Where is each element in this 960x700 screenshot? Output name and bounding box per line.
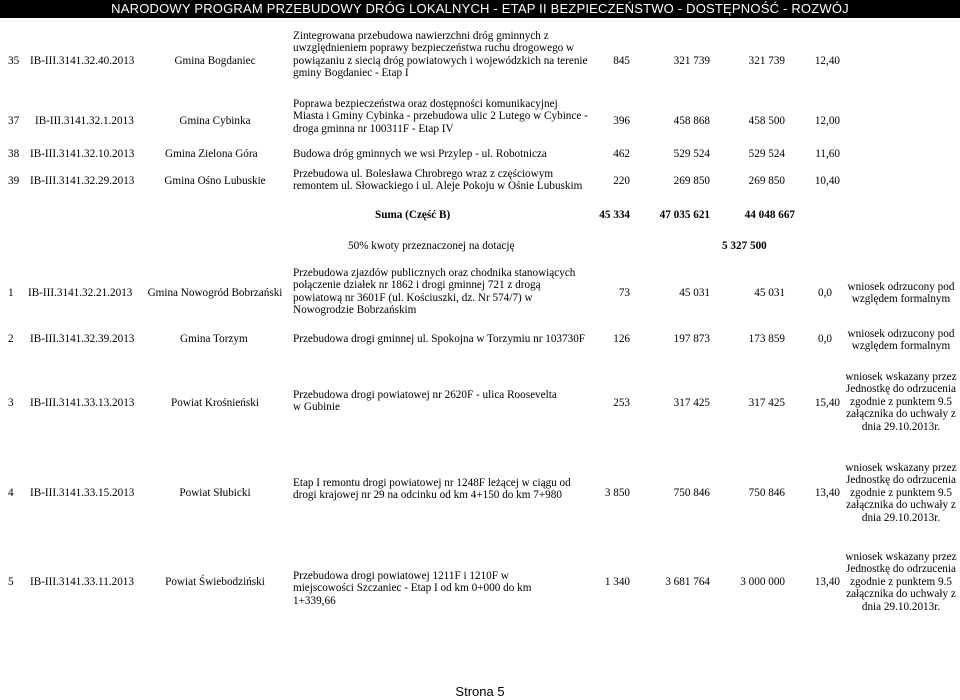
document-header-title: NARODOWY PROGRAM PRZEBUDOWY DRÓG LOKALNYCH - ETAP II BEZPIECZEŃSTWO - DOSTĘPNOŚĆ - ROZWÓJ [0,0,960,18]
grant-amount: 750 846 [748,487,785,499]
road-length: 845 [613,55,630,67]
task-description: Etap I remontu drogi powiatowej nr 1248F leżącej w ciągu od drogi krajowej nr 29 na odcinku od km 4+150 do km 7+980 [293,477,571,502]
task-description: Przebudowa zjazdów publicznych oraz chodnika stanowiących połączenie działek nr 1862 i drogi gminnej 721 z drogą powiatową nr 3601F (ul. Kościuszki, dz. Nr 574/7) w Nowogrodzie Bobrzańskim [293,267,576,317]
grant-amount: 529 524 [748,148,785,160]
decision-note: wniosek wskazany przez Jednostkę do odrzucenia zgodnie z punktem 9.5 załącznika do uchwały z dnia 29.10.2013r. [845,371,957,433]
grant-amount: 269 850 [748,175,785,187]
task-cost: 197 873 [673,333,710,345]
applicant-name: Gmina Bogdaniec [174,55,256,67]
application-code: IB-III.3141.33.13.2013 [30,397,135,409]
task-cost: 750 846 [673,487,710,499]
application-code: IB-III.3141.32.1.2013 [35,115,134,127]
task-description: Przebudowa ul. Bolesława Chrobrego wraz z częściowym remontem ul. Słowackiego i ul. Aleje Pokoju w Ośnie Lubuskim [293,168,583,193]
decision-note: wniosek odrzucony pod względem formalnym [847,328,955,353]
decision-note: wniosek wskazany przez Jednostkę do odrzucenia zgodnie z punktem 9.5 załącznika do uchwały z dnia 29.10.2013r. [845,462,957,524]
road-length: 3 850 [604,487,630,499]
road-length: 1 340 [604,576,630,588]
half-grant-label: 50% kwoty przeznaczonej na dotację [348,240,515,252]
row-number: 37 [8,115,20,127]
applicant-name: Gmina Ośno Lubuskie [164,175,266,187]
road-length: 220 [613,175,630,187]
points-score: 13,40 [814,576,840,588]
task-cost: 321 739 [673,55,710,67]
grant-amount: 3 000 000 [740,576,785,588]
road-length: 73 [618,287,630,299]
road-length: 126 [613,333,630,345]
row-number: 2 [8,333,14,345]
points-score: 10,40 [814,175,840,187]
application-code: IB-III.3141.33.15.2013 [30,487,135,499]
task-cost: 269 850 [673,175,710,187]
summary-length: 45 334 [599,209,630,221]
task-description: Poprawa bezpieczeństwa oraz dostępności komunikacyjnej Miasta i Gminy Cybinka - przebudowa ulic 2 Lutego w Cybince - droga gminna nr 100311F - Etap IV [293,98,588,135]
points-score: 0,0 [818,287,832,299]
points-score: 15,40 [814,397,840,409]
summary-cost: 47 035 621 [659,209,710,221]
points-score: 0,0 [818,333,832,345]
row-number: 5 [8,576,14,588]
decision-note: wniosek odrzucony pod względem formalnym [847,281,955,306]
points-score: 13,40 [814,487,840,499]
row-number: 39 [8,175,20,187]
task-description: Zintegrowana przebudowa nawierzchni dróg gminnych z uwzględnieniem poprawy bezpieczeństwa ruchu drogowego w powiązaniu z siecią dróg powiatowych i wojewódzkich na terenie gminy Bogdaniec - Etap I [293,30,588,80]
task-cost: 458 868 [673,115,710,127]
application-code: IB-III.3141.32.21.2013 [28,287,133,299]
applicant-name: Gmina Torzym [180,333,248,345]
page-number: Strona 5 [455,684,505,699]
task-cost: 317 425 [673,397,710,409]
road-length: 253 [613,397,630,409]
points-score: 11,60 [815,148,840,160]
row-number: 1 [8,287,14,299]
applicant-name: Powiat Słubicki [179,487,251,499]
applicant-name: Powiat Krośnieński [171,397,259,409]
grant-amount: 45 031 [754,287,785,299]
task-description: Przebudowa drogi powiatowej 1211F i 1210F w miejscowości Szczaniec - Etap I od km 0+000 do km 1+339,66 [293,570,532,607]
applicant-name: Gmina Cybinka [179,115,251,127]
application-code: IB-III.3141.32.10.2013 [30,148,135,160]
row-number: 3 [8,397,14,409]
road-length: 462 [613,148,630,160]
half-grant-value: 5 327 500 [722,240,767,252]
task-cost: 529 524 [673,148,710,160]
summary-grant: 44 048 667 [744,209,795,221]
task-description: Przebudowa drogi powiatowej nr 2620F - ulica Roosevelta w Gubinie [293,389,557,414]
row-number: 35 [8,55,20,67]
row-number: 4 [8,487,14,499]
application-code: IB-III.3141.33.11.2013 [30,576,134,588]
task-description: Przebudowa drogi gminnej ul. Spokojna w Torzymiu nr 103730F [293,333,586,345]
grant-amount: 317 425 [748,397,785,409]
grant-amount: 173 859 [748,333,785,345]
points-score: 12,40 [814,55,840,67]
task-cost: 45 031 [679,287,710,299]
application-code: IB-III.3141.32.40.2013 [30,55,135,67]
row-number: 38 [8,148,20,160]
road-length: 396 [613,115,630,127]
points-score: 12,00 [814,115,840,127]
application-code: IB-III.3141.32.39.2013 [30,333,135,345]
task-cost: 3 681 764 [665,576,710,588]
grant-amount: 321 739 [748,55,785,67]
summary-label: Suma (Część B) [375,209,451,221]
applicant-name: Gmina Zielona Góra [165,148,258,160]
applicant-name: Powiat Świebodziński [165,576,265,588]
applicant-name: Gmina Nowogród Bobrzański [147,287,283,299]
grant-amount: 458 500 [748,115,785,127]
decision-note: wniosek wskazany przez Jednostkę do odrzucenia zgodnie z punktem 9.5 załącznika do uchwały z dnia 29.10.2013r. [845,551,957,613]
task-description: Budowa dróg gminnych we wsi Przylep - ul. Robotnicza [293,148,547,160]
application-code: IB-III.3141.32.29.2013 [30,175,135,187]
